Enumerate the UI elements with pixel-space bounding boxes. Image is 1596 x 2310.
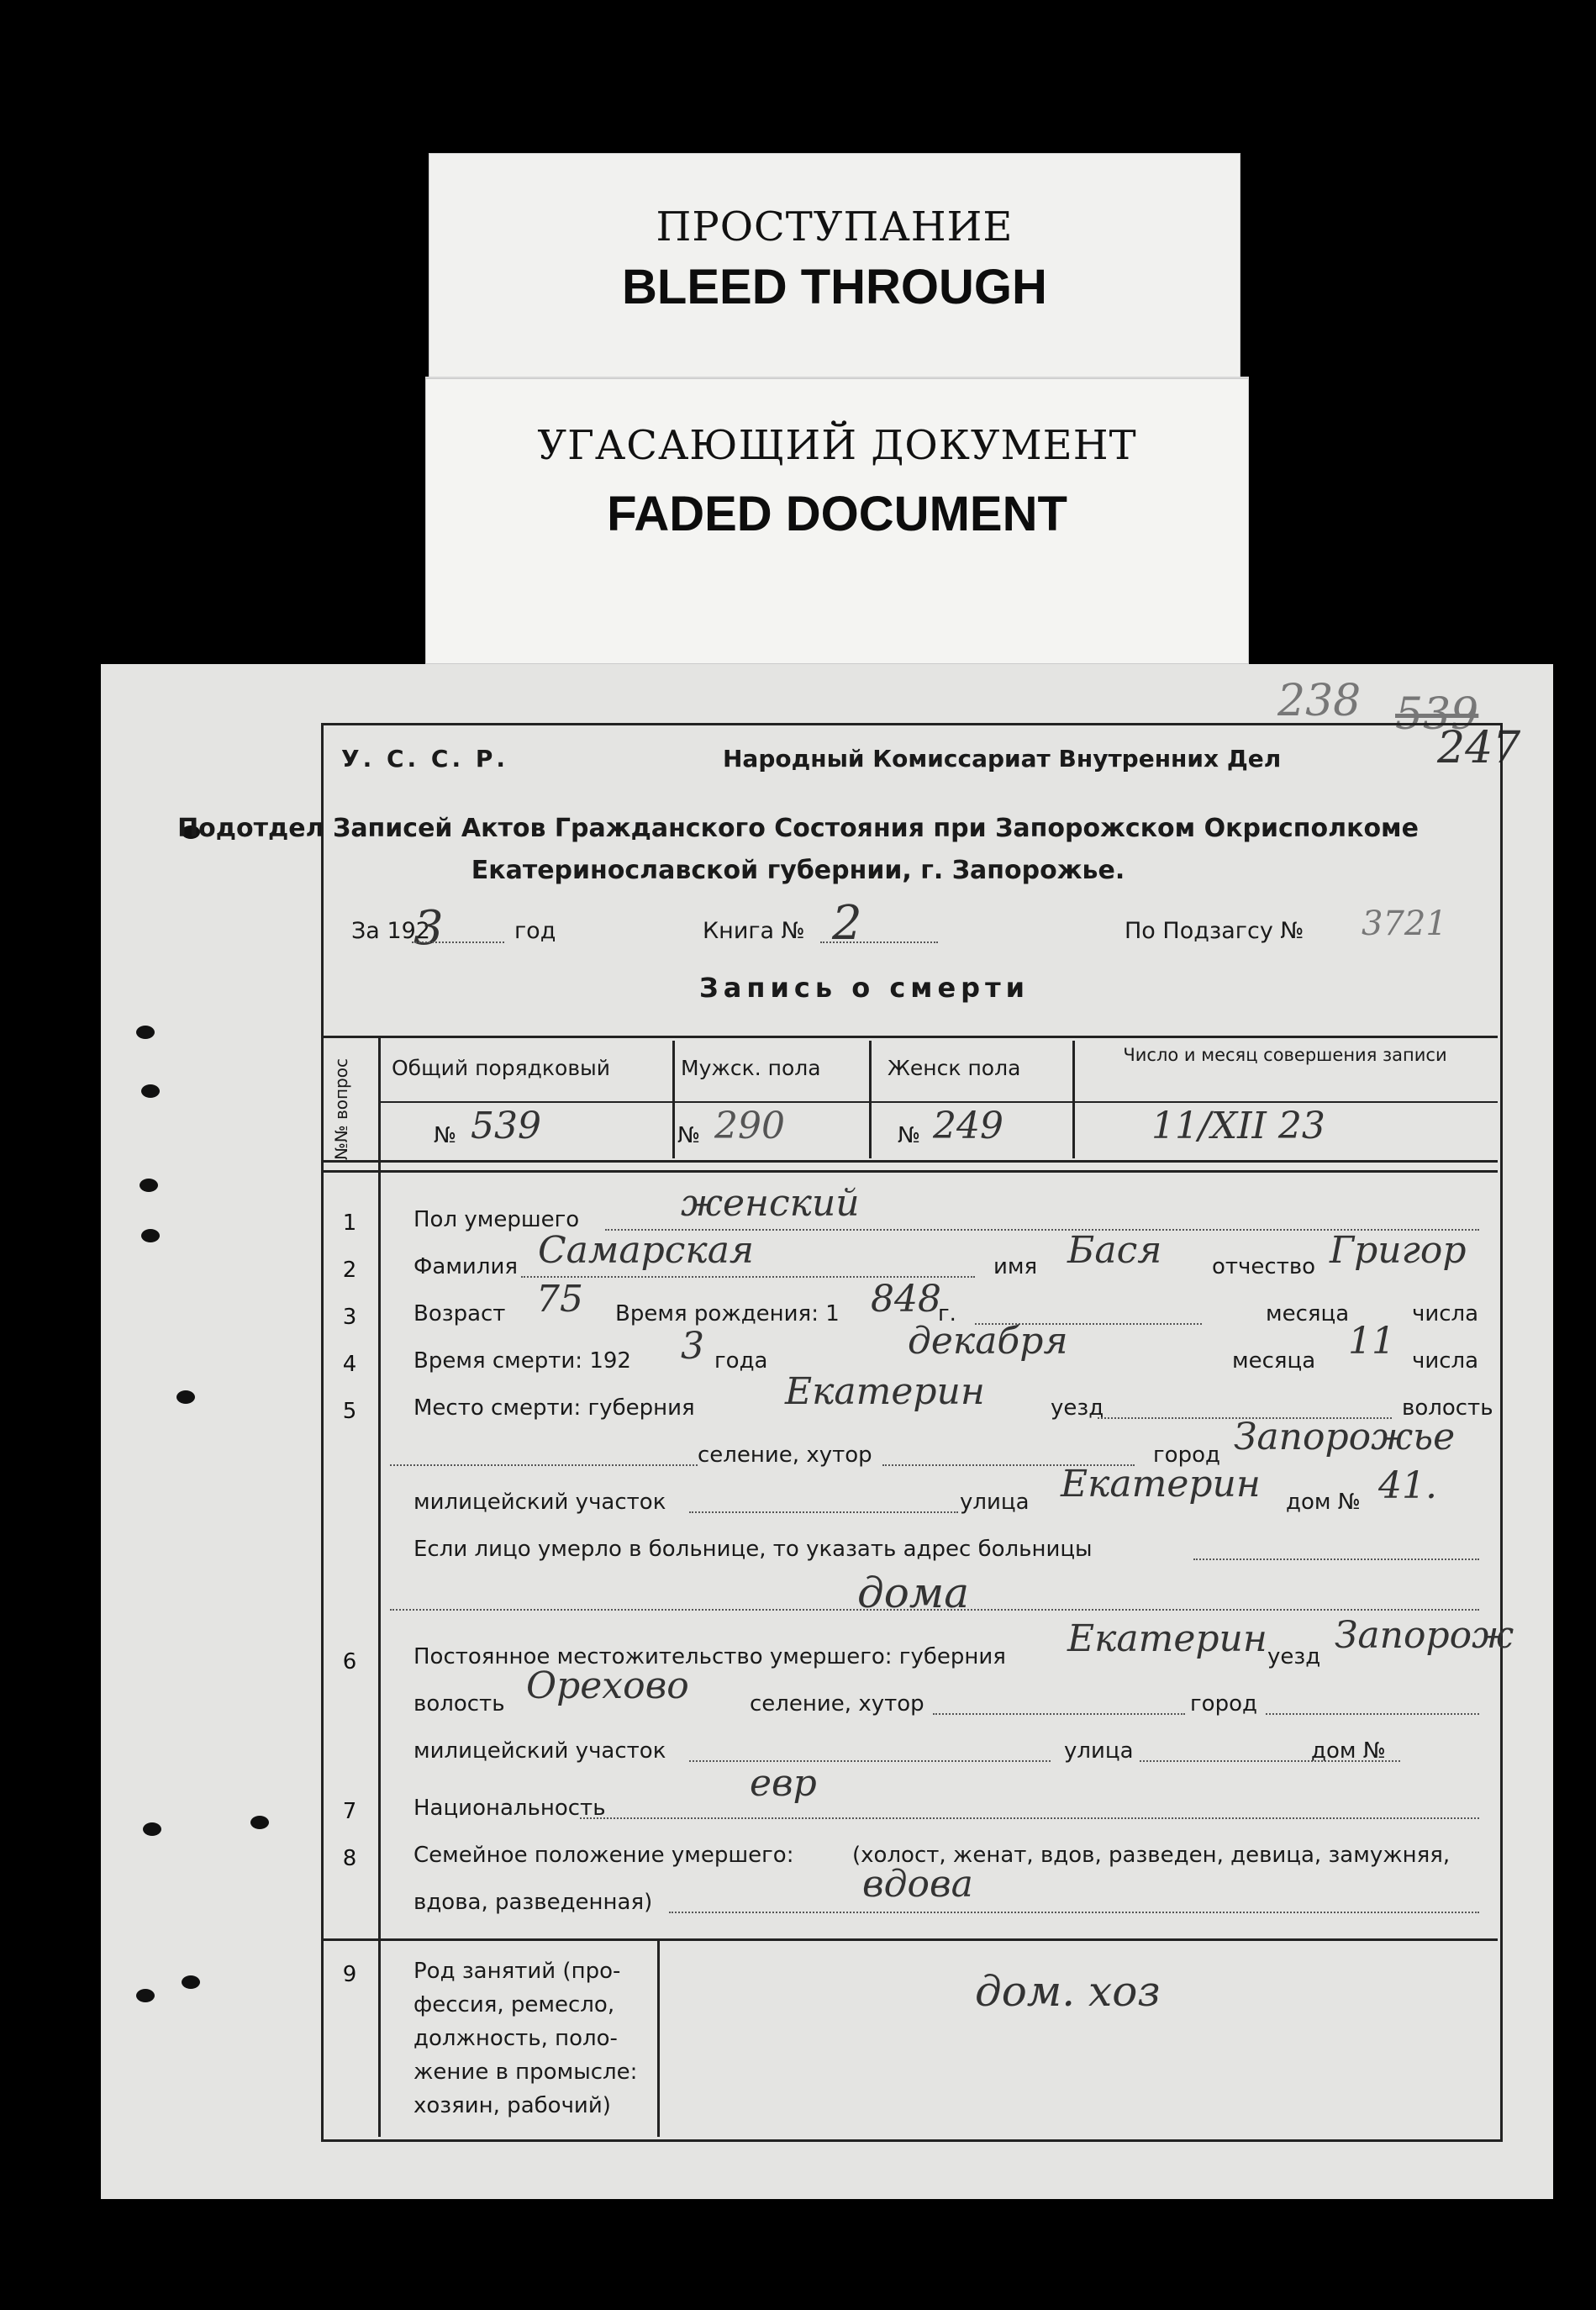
patronymic-label: отчество (1212, 1254, 1316, 1279)
year-label: За 192 (351, 918, 430, 944)
faded-document-ru: УГАСАЮЩИЙ ДОКУМЕНТ (537, 422, 1137, 469)
dotted-line (689, 1511, 958, 1513)
given-name-label: имя (993, 1254, 1038, 1279)
row-number-column-rule (378, 1036, 381, 2137)
male-number: 290 (714, 1105, 785, 1147)
death-month-label: месяца (1232, 1348, 1316, 1374)
punch-hole (140, 1179, 158, 1192)
death-year-value: 3 (681, 1325, 704, 1368)
given-name-value: Бася (1067, 1229, 1162, 1272)
col-female: Женск пола (888, 1056, 1021, 1080)
birth-month-label: месяца (1266, 1301, 1350, 1326)
dotted-line (689, 1760, 1051, 1762)
death-city-label: город (1153, 1442, 1220, 1468)
death-street-value: Екатерин (1061, 1463, 1261, 1506)
birth-day-label: числа (1412, 1301, 1479, 1326)
dotted-line (412, 941, 504, 943)
death-place-label: Место смерти: губерния (413, 1395, 695, 1421)
punch-hole (136, 1989, 155, 2002)
no-prefix: № (677, 1123, 701, 1148)
death-year-label: Время смерти: 192 (413, 1348, 631, 1374)
punch-hole (141, 1229, 160, 1242)
residence-label: Постоянное местожительство умершего: губерния (413, 1644, 1006, 1669)
occupation-label-2: фессия, ремесло, (413, 1992, 615, 2017)
residence-volost-label: волость (413, 1691, 505, 1717)
subdept-line1: Подотдел Записей Актов Гражданского Состояния при Запорожском Окрисполкоме (177, 814, 1419, 843)
punch-hole (141, 1084, 160, 1098)
occupation-label-5: хозяин, рабочий) (413, 2093, 611, 2118)
occupation-label-1: Род занятий (про- (413, 1959, 621, 1984)
occupation-label-3: должность, поло- (413, 2026, 618, 2051)
residence-volost-value: Орехово (526, 1664, 689, 1707)
death-house-label: дом № (1286, 1490, 1361, 1515)
book-label: Книга № (703, 918, 805, 944)
death-record-document (101, 664, 1553, 2199)
row-number: 9 (342, 1962, 357, 1987)
residence-city-label: город (1190, 1691, 1257, 1717)
row-number: 2 (342, 1258, 357, 1283)
death-year-suffix: года (714, 1348, 768, 1374)
marital-options-1: (холост, женат, вдов, разведен, девица, замужняя, (852, 1843, 1451, 1868)
surname-label: Фамилия (413, 1254, 518, 1279)
marital-value: вдова (862, 1863, 973, 1906)
subzags-label: По Подзагсу № (1125, 918, 1304, 944)
row-number: 5 (342, 1399, 357, 1424)
no-prefix: № (434, 1123, 457, 1148)
dotted-line (390, 1464, 698, 1466)
subzags-value: 3721 (1362, 904, 1447, 943)
surname-value: Самарская (538, 1229, 755, 1272)
row-number: 7 (342, 1799, 357, 1824)
bleed-through-ru: ПРОСТУПАНИЕ (656, 203, 1014, 251)
row-number: 3 (342, 1305, 357, 1330)
death-volost-label: волость (1402, 1395, 1493, 1421)
dotted-line (669, 1912, 1479, 1913)
table-rule (869, 1041, 872, 1158)
birth-year-value: 848 (871, 1278, 941, 1321)
general-number: 539 (471, 1105, 541, 1147)
book-value: 2 (832, 896, 862, 951)
occupation-value: дом. хоз (975, 1967, 1161, 2016)
archive-mark: 539 (1395, 689, 1479, 740)
punch-hole (136, 1026, 155, 1039)
table-rule (321, 1170, 1498, 1173)
death-month-value: декабря (908, 1320, 1068, 1363)
dotted-line (933, 1713, 1185, 1715)
death-uezd-label: уезд (1051, 1395, 1104, 1421)
no-prefix: № (898, 1123, 921, 1148)
row-number: 6 (342, 1649, 357, 1674)
subdept-line2: Екатеринославской губернии, г. Запорожье. (471, 856, 1125, 885)
marital-options-2: вдова, разведенная) (413, 1890, 653, 1915)
death-gub-value: Екатерин (785, 1370, 985, 1413)
death-city-value: Запорожье (1234, 1416, 1456, 1458)
dotted-line (390, 1609, 1479, 1611)
table-rule (321, 1938, 1498, 1941)
death-militia-label: милицейский участок (413, 1490, 666, 1515)
female-number: 249 (933, 1105, 1003, 1147)
death-selenie-label: селение, хутор (698, 1442, 872, 1468)
occupation-label-4: жение в промысле: (413, 2059, 638, 2085)
question-column-label: №№ вопрос (331, 1058, 351, 1160)
faded-document-en: FADED DOCUMENT (607, 487, 1067, 541)
birth-year-suffix: г. (938, 1301, 956, 1326)
dotted-line (1193, 1558, 1479, 1560)
patronymic-value: Григор (1330, 1229, 1467, 1272)
record-title: Запись о смерти (699, 972, 1030, 1004)
hospital-label: Если лицо умерло в больнице, то указать адрес больницы (413, 1537, 1093, 1562)
sex-value: женский (681, 1182, 860, 1225)
col-date: Число и месяц совершения записи (1123, 1045, 1447, 1065)
record-date: 11/XII 23 (1151, 1105, 1325, 1147)
residence-uezd-value: Запорож (1335, 1614, 1514, 1657)
residence-gub-value: Екатерин (1067, 1617, 1267, 1660)
dotted-line (580, 1817, 1479, 1819)
row-number: 4 (342, 1352, 357, 1377)
commissariat-label: Народный Комиссариат Внутренних Дел (723, 745, 1282, 773)
marital-label: Семейное положение умершего: (413, 1843, 794, 1868)
death-day-label: числа (1412, 1348, 1479, 1374)
hospital-value: дома (857, 1569, 970, 1617)
archive-mark: 238 (1277, 676, 1362, 726)
punch-hole (250, 1816, 269, 1829)
residence-selenie-label: селение, хутор (750, 1691, 924, 1717)
residence-militia-label: милицейский участок (413, 1738, 666, 1764)
punch-hole (143, 1822, 161, 1836)
nationality-label: Национальность (413, 1796, 606, 1821)
nationality-value: евр (750, 1762, 817, 1805)
table-rule (321, 1036, 1498, 1038)
punch-hole (176, 1390, 195, 1404)
age-value: 75 (536, 1278, 583, 1321)
dotted-line (820, 941, 938, 943)
birth-year-label: Время рождения: 1 (615, 1301, 840, 1326)
punch-hole (182, 1975, 200, 1989)
residence-street-label: улица (1064, 1738, 1134, 1764)
faded-document-card (425, 377, 1249, 664)
death-street-label: улица (960, 1490, 1030, 1515)
residence-house-label: дом № (1311, 1738, 1386, 1764)
col-general: Общий порядковый (392, 1056, 611, 1080)
republic-label: У. С. С. Р. (341, 745, 508, 773)
dotted-line (1266, 1713, 1479, 1715)
bleed-through-card (429, 153, 1240, 405)
sex-label: Пол умершего (413, 1207, 580, 1232)
table-rule (672, 1041, 675, 1158)
death-day-value: 11 (1348, 1320, 1395, 1363)
archive-mark: 247 (1437, 723, 1521, 773)
row-number: 8 (342, 1846, 357, 1871)
bleed-through-en: BLEED THROUGH (622, 260, 1047, 314)
death-house-value: 41. (1378, 1464, 1437, 1507)
table-rule (321, 1160, 1498, 1163)
occupation-column-rule (657, 1940, 660, 2137)
year-suffix: год (514, 918, 556, 944)
age-label: Возраст (413, 1301, 506, 1326)
col-male: Мужск. пола (681, 1056, 821, 1080)
year-value: 3 (413, 901, 444, 956)
residence-uezd-label: уезд (1267, 1644, 1321, 1669)
row-number: 1 (342, 1210, 357, 1236)
table-rule (378, 1101, 1498, 1103)
table-rule (1072, 1041, 1075, 1158)
